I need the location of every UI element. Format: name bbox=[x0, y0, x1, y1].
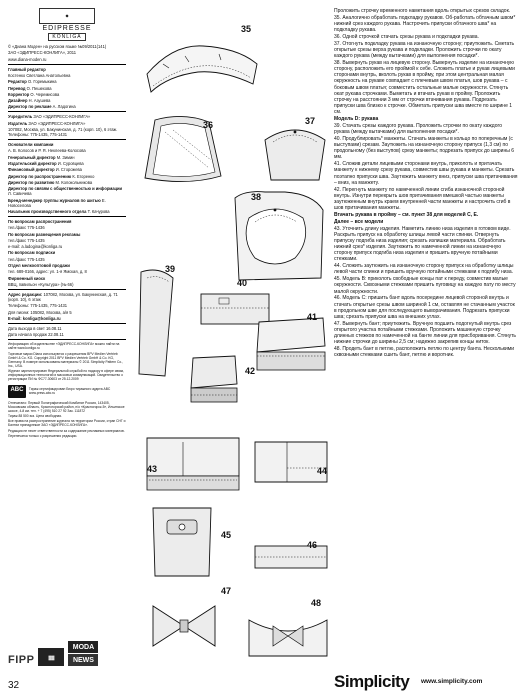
editor-role: Редактор bbox=[8, 79, 27, 85]
figure-42-label: 42 bbox=[245, 366, 256, 376]
reprint-note: Перепечатка только с разрешения редакции. bbox=[8, 433, 78, 438]
editor-name: Костенко Светлана Анатольевна bbox=[8, 72, 71, 78]
figure-46-bow-strip bbox=[251, 534, 331, 586]
staff-line bbox=[8, 161, 126, 166]
retail-label: Отдел мелкооптовой продажи bbox=[8, 262, 70, 268]
staff-name: М. Зимин bbox=[56, 154, 75, 160]
figure-44-vent bbox=[251, 438, 331, 486]
editor-role: Дизайнер bbox=[8, 98, 28, 104]
staff-role: Начальник производственного отдела bbox=[8, 208, 87, 214]
figure-45-tab-button bbox=[147, 504, 217, 580]
divider bbox=[8, 289, 126, 290]
founders: А. В. Колосов и Р. Я. Неклеева-Колосова bbox=[8, 148, 86, 154]
staff-name: Т. Качурова bbox=[87, 208, 110, 214]
editorial-phones: Телефоны: 775-1435, 775-1431 bbox=[8, 303, 68, 309]
instruction-paragraph: 43. Уточнить длину изделия. Наметить линию низа изделия в готовом виде. Раскрыть припуск на обработку шлицы левой части спинки. Отвернуть припуску подгиба низа изделия; срезать излишки материала. Обработать нижний срез* изделия. Заутюжить по намеченной линии на изнаночную сторону припуск подгиба низа изделия и пришить вручную потайными стежками. bbox=[334, 225, 511, 263]
editor-name: О. Пешехова bbox=[26, 85, 52, 91]
figure-44-label: 44 bbox=[317, 466, 328, 476]
instruction-paragraph: Втачать рукава в пройму – см. пункт 38 для моделей С, Е. bbox=[334, 211, 479, 218]
imprint-column bbox=[8, 8, 126, 656]
instruction-paragraph: 45. Модель В: приколоть свободные концы пат к переду, совместив малые окружности. Сквозными стежками пришить пуговицу на каждую пату по месту малой окружности. bbox=[334, 276, 516, 295]
instruction-paragraph: Модель D: рукава bbox=[334, 116, 379, 123]
divider bbox=[8, 323, 126, 324]
figure-35-sleeve-lining bbox=[143, 34, 261, 96]
ads-email[interactable]: e-mail: a.ladogina@konliga.ru bbox=[8, 244, 63, 250]
editorial-email[interactable]: E-mail: konliga@konliga.ru bbox=[8, 315, 61, 321]
instruction-paragraph: Далее – все модели bbox=[334, 218, 384, 225]
editorial-label: Адрес редакции: bbox=[8, 291, 43, 297]
copyright-company: ЗАО «ЭДИПРЕСС-КОНЛИГА», 2011 bbox=[8, 50, 77, 56]
editorial-mail: Для писем: 105082, Москва, а/я 5 bbox=[8, 309, 72, 315]
editor-line bbox=[8, 98, 126, 103]
divider bbox=[8, 111, 126, 112]
edipresse-logo bbox=[39, 8, 95, 41]
figure-37-sleeve-cap bbox=[259, 120, 331, 186]
distribution-phone: тел./факс 775-1436 bbox=[8, 225, 45, 231]
logo-top-text: EDIPRESSE bbox=[42, 25, 92, 32]
editor-role: Перевод bbox=[8, 85, 26, 91]
editor-role: Главный редактор bbox=[8, 66, 46, 72]
publisher-address: 107082, Москва, ул. Бакунинская, д. 71 (корп. 10), 6 этаж. Телефоны: 775-1435, 775-1431 bbox=[8, 127, 118, 138]
staff-role: Директор по распространению bbox=[8, 173, 72, 179]
subscription-phone: тел./факс 775-1435 bbox=[8, 256, 45, 262]
staff-line bbox=[8, 167, 126, 172]
divider bbox=[8, 339, 126, 340]
simplicity-logo: Simplicity bbox=[334, 672, 410, 691]
publisher: ЗАО «ЭДИПРЕСС-КОНЛИГА» bbox=[28, 120, 86, 126]
abc-logo-icon: ABC bbox=[8, 385, 26, 398]
staff-line bbox=[8, 174, 126, 179]
registration-notice: Журнал зарегистрирован Федеральной службой по надзору в сфере связи, информационных технологий и массовых коммуникаций. Свидетельство о регистрации ПИ № ФС77-30603 от 25.12.2009 bbox=[8, 369, 125, 382]
instruction-paragraph: 37. Отогнуть подкладку рукава на изнаночную сторону; приутюжить. Сметать открытые срезы верха рукава и подкладки. Проложить строчки по окату каждого рукава (между вытачками) для выполнения посадки*. bbox=[334, 40, 515, 60]
editorial-address: 107082, Москва, ул. Бакунинская, д. 71 (корп. 10), 6 этаж bbox=[8, 291, 118, 302]
signed-date: Дата выхода в свет 16.08.11 bbox=[8, 325, 62, 331]
instruction-paragraph: 46. Модель С: пришить бант вдоль посередине лицевой стороной внутрь и стачать открытые срезы швом шириной 1 см, оставляя не стачанным участок в продольном шве для последующего выворачивания. Подрезать припуски шва; срезать припуски шва на внешних углах. bbox=[334, 295, 515, 320]
staff-name: И. Сторожева bbox=[55, 167, 82, 173]
staff-line bbox=[8, 186, 126, 196]
rights-note: Все права на распространение журнала на территории России, стран СНГ и Балтии принадлежат ЗАО «ЭДИПРЕСС-КОНЛИГА». bbox=[8, 419, 126, 428]
retail-info: тел. 689-0166, адрес: ул. 1-я Ямская, д. 8 bbox=[8, 269, 87, 275]
editor-line bbox=[8, 67, 126, 72]
instruction-paragraph: 48. Продеть бант в петлю, расположить петлю по центру банта. Несколькими сквозными стежками сшить бант, петлю и воротник. bbox=[334, 345, 515, 359]
moda-news-logo bbox=[68, 641, 98, 666]
gimm-logo-icon: ▓▓ bbox=[38, 648, 64, 666]
ads-phone: тел./факс 775-1435 bbox=[8, 237, 45, 243]
staff-line bbox=[8, 155, 126, 160]
figure-38-label: 38 bbox=[251, 192, 262, 202]
figure-41-label: 41 bbox=[307, 312, 318, 322]
figure-46-label: 46 bbox=[307, 540, 318, 550]
editor-name: О. Черемисова bbox=[30, 91, 60, 97]
figure-48-label: 48 bbox=[311, 598, 322, 608]
figure-37-label: 37 bbox=[305, 116, 316, 126]
divider bbox=[8, 216, 126, 217]
figure-45-label: 45 bbox=[221, 530, 232, 540]
ads-label: По вопросам размещения рекламы bbox=[8, 231, 81, 237]
editor-line bbox=[8, 73, 126, 78]
figure-48-bow-collar bbox=[245, 612, 331, 664]
management-list bbox=[8, 155, 126, 214]
figures-column bbox=[133, 20, 333, 670]
figure-39-label: 39 bbox=[165, 264, 176, 274]
figure-47-bow bbox=[149, 600, 219, 652]
editor-name: Н. Азушева bbox=[28, 98, 51, 104]
instruction-paragraph: 44. Сложить заутюжить на изнаночную сторону припуск на обработку шлицы левой части спинки и пришить вручную потайными стежками к подгибу низа. bbox=[334, 263, 514, 276]
printing-info: Отпечатано: Первый Полиграфический Комбинат Россия, 143405, Московская область, Красногорский район, п/о «Красногорск-5», Ильинское шоссе, 4-й км. тел. + 7 (495) 510 27 92 Зак. 111872 bbox=[8, 400, 125, 413]
founder: ЗАО «ЭДИПРЕСС-КОНЛИГА» bbox=[33, 114, 91, 120]
figure-35-label: 35 bbox=[241, 24, 252, 34]
instruction-paragraph: 39. Стачать срезы каждого рукава. Проложить строчки по окату каждого рукава (между вытачками) для выполнения посадки*. bbox=[334, 122, 502, 136]
editor-name: О. Горемыкина bbox=[27, 79, 57, 85]
editor-line bbox=[8, 79, 126, 84]
subscription-label: По вопросам подписки bbox=[8, 250, 56, 256]
instruction-paragraph: 35. Аналогично обработать подкладку рукавов. Об-работать обтачным швом* нижний срез каждого рукава. Настрочить припуски обтачного шва* на подкладку рукава. bbox=[334, 14, 516, 34]
staff-line bbox=[8, 180, 126, 185]
editor-role: Корректор bbox=[8, 91, 30, 97]
kiosk-label: Фирменный киоск bbox=[8, 275, 46, 281]
distribution-label: По вопросам распространения bbox=[8, 219, 72, 224]
staff-line bbox=[8, 198, 126, 208]
staff-role: Генеральный директор bbox=[8, 154, 56, 160]
figure-39-sleeve bbox=[133, 268, 179, 380]
editor-line bbox=[8, 104, 126, 109]
publisher-label: Издатель bbox=[8, 120, 28, 126]
instruction-paragraph: 36. Одной строчкой стачать срезы рукава и подкладки рукава. bbox=[334, 34, 479, 40]
staff-name: М. Колокольникова bbox=[55, 179, 93, 185]
figure-38-set-in-sleeve bbox=[225, 188, 331, 286]
founders-label: Основатели компании bbox=[8, 142, 54, 148]
partner-logos bbox=[8, 630, 126, 666]
instruction-paragraph: 40. Продублировать* манжеты. Стачать манжеты в кольцо по поперечным (с выступами) срезам. Заутюжить на изнаночную сторону припуск (1,3 см) по продольному (без выступов) срезу манжеты; подрезать припуск до ширины 6 мм. bbox=[334, 135, 514, 161]
figure-40-label: 40 bbox=[237, 278, 248, 288]
simplicity-url[interactable]: www.simplicity.com bbox=[421, 678, 483, 685]
founder-label: Учредитель bbox=[8, 114, 33, 120]
fipp-logo-icon: FIPP bbox=[8, 654, 35, 666]
staff-role: Издательский директор bbox=[8, 161, 57, 167]
sale-date: Дата начала продаж 22.08.11 bbox=[8, 332, 64, 338]
page-number: 32 bbox=[8, 680, 20, 691]
circulation-info: Тираж 88 500 экз. Цена свободная. bbox=[8, 414, 62, 418]
editor-line bbox=[8, 92, 126, 97]
editor-name: А. Ладогина bbox=[52, 104, 76, 110]
moda-logo-icon: MODA bbox=[68, 641, 98, 653]
figure-43-hem bbox=[143, 434, 243, 494]
editor-line bbox=[8, 86, 126, 91]
abc-certificate bbox=[8, 385, 126, 398]
instruction-paragraph: 47. Вывернуть бант; приутюжить. Вручную подшить подогнутый внутрь срез открытого участка потайными стежками. Проложить машинную строчку длинных стежков по намеченной на банте линии для присборивания. Стянуть нижние строчки до ширины 2,5 см; надежно закрепив концы ниток. bbox=[334, 320, 517, 346]
instruction-paragraph: 42. Перегнуть манжету по намеченной линии сгиба изнаночной стороной внутрь. Изнутри перекрыть шов притачивания вмешкой частью манжеты заутюженным внутрь краем внутренней части манжеты и настрочить сгиб в шов притачивания манжеты. bbox=[334, 186, 511, 212]
figure-41-attach-cuff bbox=[253, 316, 331, 374]
kiosk-info: ВВЦ, павильон «Культура» (№ 66) bbox=[8, 281, 74, 287]
staff-role: Директор по связям с общественностью и информации bbox=[8, 186, 123, 192]
site-url[interactable]: www.diana-moden.ru bbox=[8, 56, 47, 62]
figure-36-label: 36 bbox=[203, 120, 214, 130]
instruction-paragraph: 41. Сложив детали лицевыми сторонами внутрь, приколоть и притачать манжету к нижнему срезу рукава, совместив швы рукава и манжеты. Срезать поэтапно припуски шва. Заутюжить манжету вниз, припуски шва притачивания – вниз, на манжету. bbox=[334, 161, 518, 186]
logo-bottom-text: KONLIGA bbox=[48, 33, 85, 41]
editor-role: Директор по рекламе bbox=[8, 104, 52, 110]
ads-responsibility-note: Редакция не несет ответственности за содержание рекламных материалов. bbox=[8, 428, 125, 433]
staff-name: Л. Савичева bbox=[8, 191, 32, 197]
publisher-info: Информацию об издательстве «ЭДИПРЕСС-КОНЛИГА» можно найти на сайте www.konliga.ru bbox=[8, 342, 120, 351]
divider bbox=[8, 139, 126, 140]
abc-text: Тираж сертифицирован Бюро тиражного аудита ABC www.press-abc.ru bbox=[28, 386, 111, 396]
staff-name: И. Суровцева bbox=[57, 161, 84, 167]
editors-list bbox=[8, 67, 126, 110]
instruction-paragraph: 38. Вывернуть рукав на лицевую сторону. Вывернуть изделие на изнаночную сторону, расположить его проймой к себе. Сложить платье и рукав лицевыми сторонами внутрь, вколоть рукав в пройму, при этом центральная малая окружность на рукаве совпадает с плечевым швом платья, шов рукава – с боковым швом платья; совместить остальные малые окружности. Стянуть окат рукава строчками. Выметать и втачать рукав в пройму. Проложить строчку на расстоянии 3 мм от строчки втачивания рукава. Подрезать припуски шва близко к строчке. Обметать припуски шва вместе по ширине 1 см. bbox=[334, 60, 515, 116]
copyright: © «Диана Моден» на русском языке №09/2011(141) bbox=[8, 44, 107, 49]
logo-emblem-icon: ◆ bbox=[39, 8, 95, 24]
figure-42-fold-cuff bbox=[189, 354, 245, 406]
instructions-text bbox=[334, 8, 518, 666]
instruction-paragraph: Проложить строчку временного наметания вдоль открытых срезов складок. bbox=[334, 8, 511, 14]
figure-47-label: 47 bbox=[221, 586, 232, 596]
staff-name: Е. Новоселова bbox=[8, 197, 106, 208]
figure-36-sleeve-seam bbox=[135, 112, 227, 190]
staff-role: Бренд-менеджер группы журналов по шитью bbox=[8, 197, 101, 203]
divider bbox=[8, 64, 126, 65]
staff-role: Финансовый директор bbox=[8, 167, 55, 173]
staff-line bbox=[8, 209, 126, 214]
staff-role: Директор по развитию bbox=[8, 179, 55, 185]
staff-name: К. Егоренко bbox=[72, 173, 95, 179]
legal-notice: Торговые марки Diana используются с разрешения BPV Medien Vertrieb GmbH & Co. KG. Copyright 2011 BPV Medien Vertrieb GmbH & Co. KG, Germany. В номере использованы материалы © 2011 Simplicity Pattern Co., Inc., USA. bbox=[8, 351, 124, 368]
news-logo-icon: NEWS bbox=[68, 654, 98, 666]
figure-43-label: 43 bbox=[147, 464, 158, 474]
